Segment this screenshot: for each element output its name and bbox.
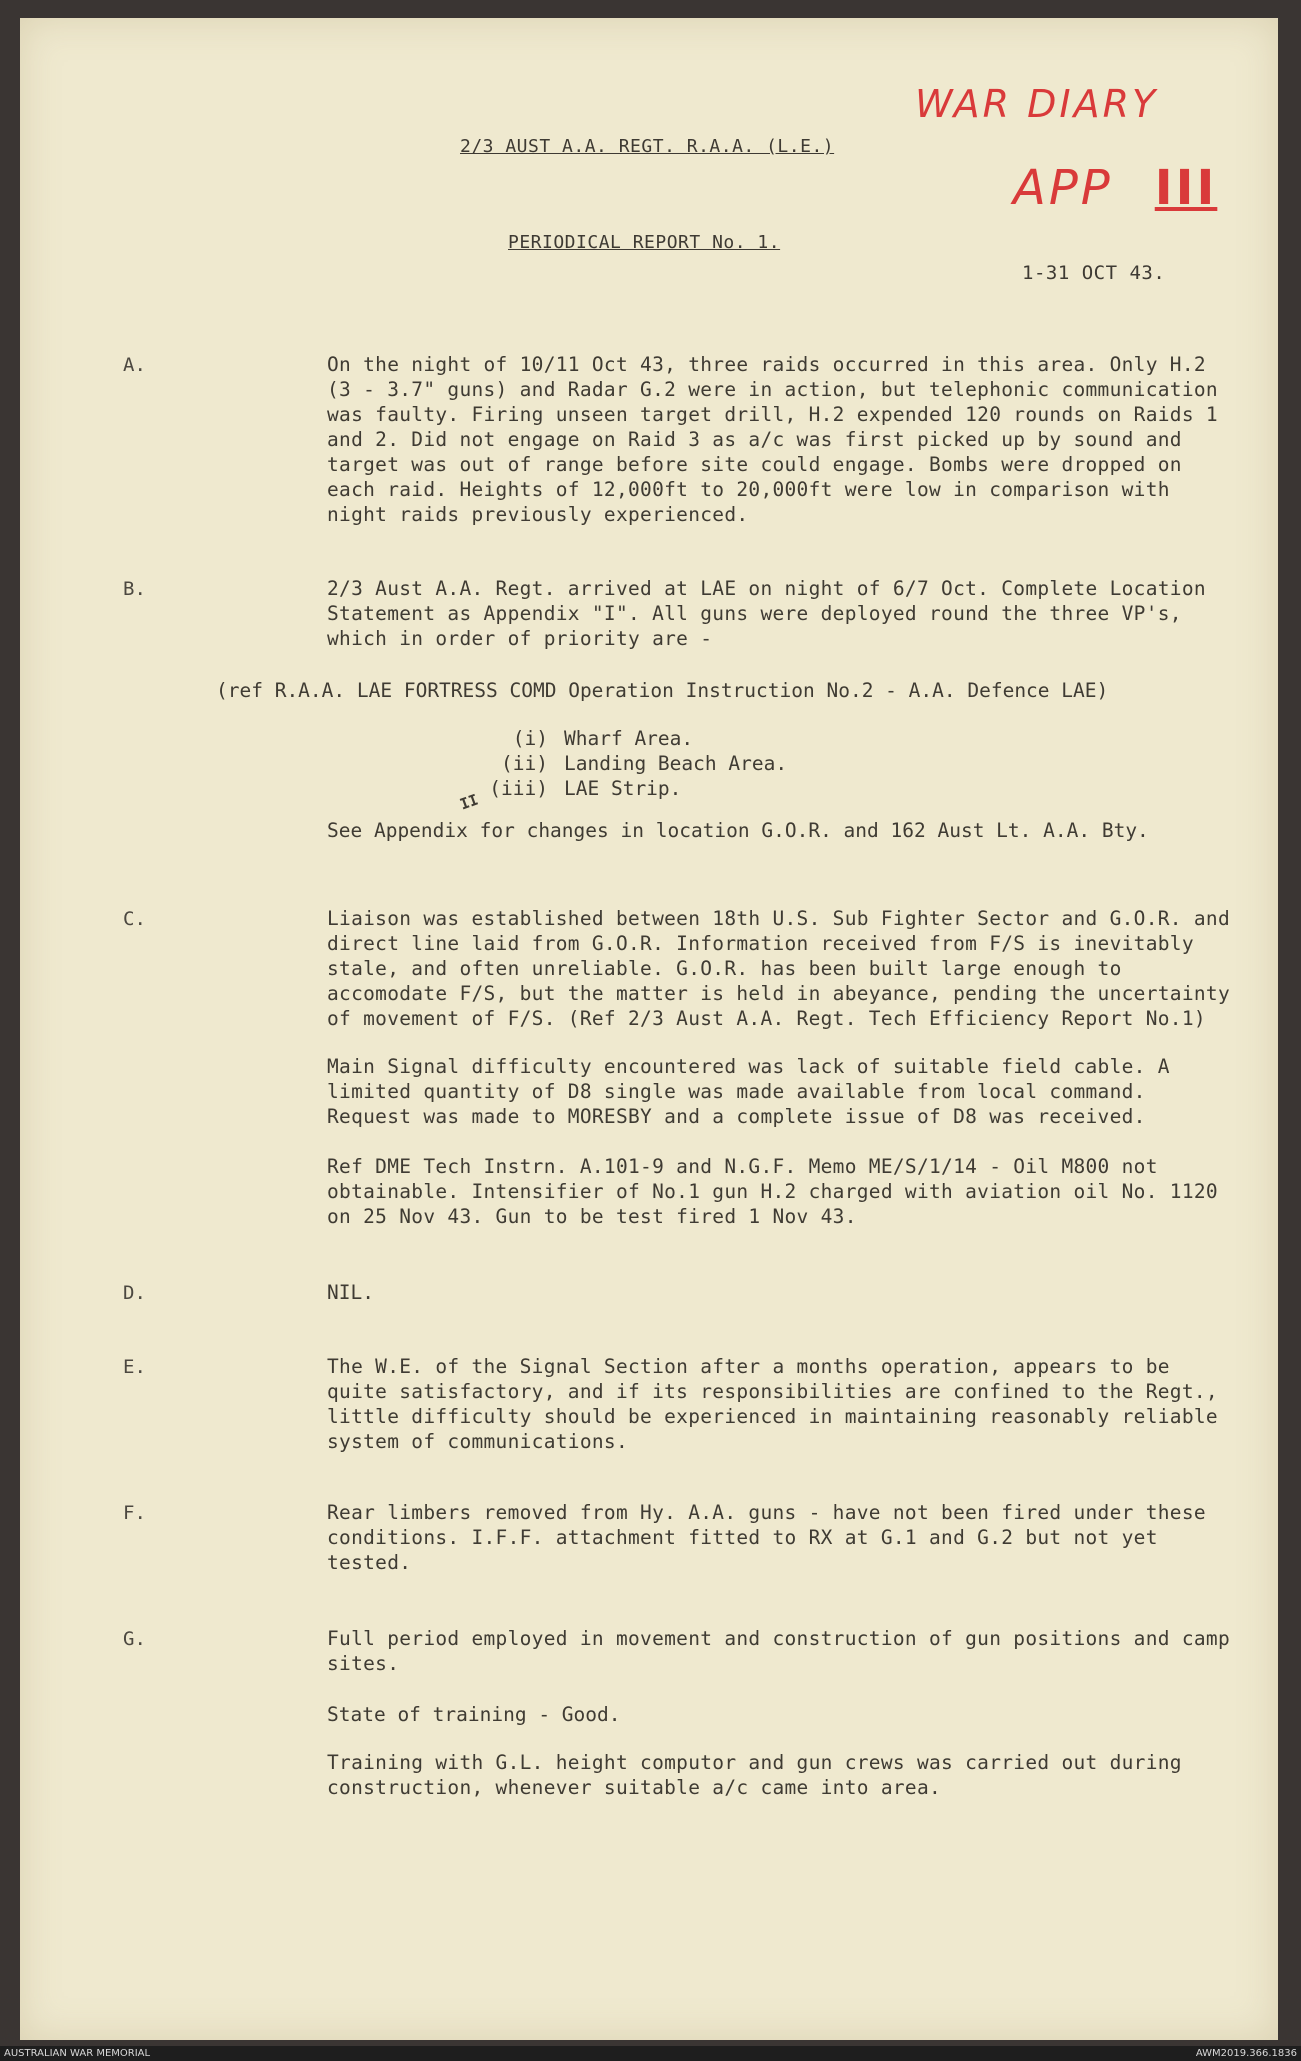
- report-title: PERIODICAL REPORT No. 1.: [508, 232, 781, 253]
- handwritten-insert-mark: II: [457, 790, 481, 814]
- footer-accession-number: AWM2019.366.1836: [1195, 2048, 1297, 2059]
- section-b-label: B.: [123, 578, 146, 600]
- document-sheet: [20, 18, 1278, 2040]
- footer-institution: AUSTRALIAN WAR MEMORIAL: [4, 2048, 151, 2059]
- section-d-label: D.: [123, 1282, 146, 1304]
- section-a-label: A.: [123, 354, 146, 376]
- report-period: 1-31 OCT 43.: [1022, 262, 1166, 284]
- section-e-label: E.: [123, 1356, 146, 1378]
- section-b-text: 2/3 Aust A.A. Regt. arrived at LAE on night of 6/7 Oct. Complete Location Statement as Appendix "I". All guns were deployed round the three VP's, which in order of priority are -: [327, 577, 1206, 650]
- section-b-reference: (ref R.A.A. LAE FORTRESS COMD Operation Instruction No.2 - A.A. Defence LAE): [216, 679, 1109, 702]
- section-a-text: On the night of 10/11 Oct 43, three raids occurred in this area. Only H.2 (3 - 3.7" guns) and Radar G.2 were in action, but telephonic communication was faulty. Firing unseen target drill, H.2 expended 120 rounds on Raids 1 and 2. Did not engage on Raid 3 as a/c was first picked up by sound and target was out of range before site could engage. Bombs were dropped on each raid. Heights of 12,000ft to 20,000ft were low in comparison with night raids previously experienced.: [327, 353, 1218, 526]
- section-f-label: F.: [123, 1502, 146, 1524]
- section-c-label: C.: [123, 908, 146, 930]
- section-b-see-appendix: See Appendix for changes in location G.O.R. and 162 Aust Lt. A.A. Bty.: [327, 819, 1149, 842]
- section-f-text: Rear limbers removed from Hy. A.A. guns - have not been fired under these conditions. I.F.F. attachment fitted to RX at G.1 and G.2 but not yet tested.: [327, 1501, 1206, 1574]
- priority-list: [472, 726, 787, 801]
- handwritten-appendix: [1013, 160, 1217, 216]
- handwritten-war-diary: WAR DIARY: [915, 82, 1159, 126]
- list-item: (ii) Landing Beach Area.: [501, 752, 788, 775]
- handwritten-app-numeral: III: [1154, 160, 1218, 216]
- list-item: (iii) LAE Strip.: [489, 777, 682, 800]
- section-e-text: The W.E. of the Signal Section after a months operation, appears to be quite satisfactory, and if its responsibilities are confined to the Regt., little difficulty should be experienced in maintaining reasonably reliable system of communications.: [327, 1355, 1218, 1453]
- handwritten-app: APP: [1013, 160, 1113, 216]
- section-g-label: G.: [123, 1628, 146, 1650]
- section-c-paragraph-2: Main Signal difficulty encountered was lack of suitable field cable. A limited quantity of D8 single was made available from local command. Request was made to MORESBY and a complete issue of D8 was received.: [327, 1055, 1170, 1128]
- section-g-training-state: State of training - Good.: [327, 1703, 621, 1726]
- section-c-paragraph-3: Ref DME Tech Instrn. A.101-9 and N.G.F. Memo ME/S/1/14 - Oil M800 not obtainable. Intensifier of No.1 gun H.2 charged with aviation oil No. 1120 on 25 Nov 43. Gun to be test fired 1 Nov 43.: [327, 1155, 1218, 1228]
- list-item: (i) Wharf Area.: [512, 727, 694, 750]
- section-d-text: NIL.: [327, 1281, 374, 1304]
- section-g-paragraph-3: Training with G.L. height computor and gun crews was carried out during construction, whenever suitable a/c came into area.: [327, 1751, 1182, 1799]
- archive-footer: [0, 2046, 1301, 2061]
- unit-heading: 2/3 AUST A.A. REGT. R.A.A. (L.E.): [460, 136, 835, 157]
- section-g-paragraph-1: Full period employed in movement and construction of gun positions and camp sites.: [327, 1627, 1230, 1675]
- section-c-paragraph-1: Liaison was established between 18th U.S. Sub Fighter Sector and G.O.R. and direct line laid from G.O.R. Information received from F/S is inevitably stale, and often unreliable. G.O.R. has been built large enough to accomodate F/S, but the matter is held in abeyance, pending the uncertainty of movement of F/S. (Ref 2/3 Aust A.A. Regt. Tech Efficiency Report No.1): [327, 907, 1230, 1030]
